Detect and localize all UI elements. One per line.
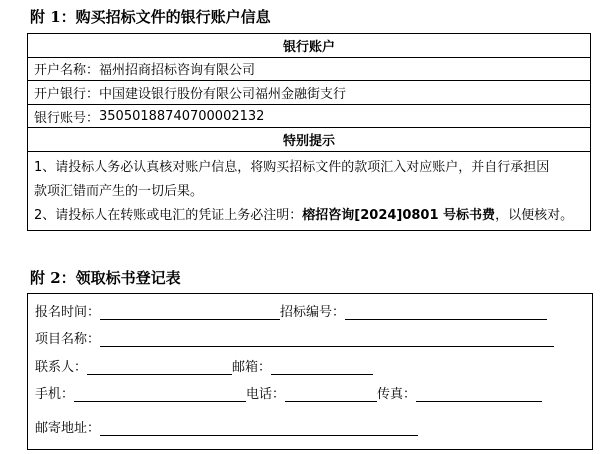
mobile-field[interactable] xyxy=(74,387,246,402)
email-label: 邮箱： xyxy=(232,360,272,375)
contact-field[interactable] xyxy=(87,360,232,375)
address-field[interactable] xyxy=(100,421,418,436)
registration-form xyxy=(27,293,593,450)
account-name-value: 福州招商招标咨询有限公司 xyxy=(99,63,256,79)
form-row-contact xyxy=(35,355,373,375)
bank-name-label: 开户银行： xyxy=(34,86,100,102)
account-name-label: 开户名称： xyxy=(34,63,100,79)
tip-2-prefix: 2、请投标人在转账或电汇的凭证上务必注明： xyxy=(34,207,303,223)
account-name-row xyxy=(28,58,590,82)
tip-1-line-2: 款项汇错而产生的一切后果。 xyxy=(34,183,204,199)
bank-account-table xyxy=(27,33,591,231)
bank-account-header: 银行账户 xyxy=(28,34,590,58)
section-1-title: 附 1：购买招标文件的银行账户信息 xyxy=(30,8,271,26)
bank-name-row xyxy=(28,81,590,105)
special-tips-header: 特别提示 xyxy=(28,128,590,152)
fax-label: 传真： xyxy=(377,387,417,402)
phone-label: 电话： xyxy=(246,387,286,402)
tip-2-suffix: ，以便核对。 xyxy=(495,207,574,223)
account-number-value: 35050188740700002132 xyxy=(99,108,265,124)
phone-field[interactable] xyxy=(285,387,377,402)
project-name-label: 项目名称： xyxy=(35,332,101,347)
section-2-title: 附 2：领取标书登记表 xyxy=(30,269,181,287)
special-tips-body xyxy=(28,152,590,230)
address-label: 邮寄地址： xyxy=(35,421,101,436)
mobile-label: 手机： xyxy=(35,387,75,402)
tip-2-bid-reference: 榕招咨询[2024]0801 号标书费 xyxy=(302,207,496,223)
contact-label: 联系人： xyxy=(35,360,88,375)
bank-name-value: 中国建设银行股份有限公司福州金融街支行 xyxy=(99,86,347,102)
form-row-project xyxy=(35,327,554,347)
tip-1-line-1: 1、请投标人务必认真核对账户信息，将购买招标文件的款项汇入对应账户，并自行承担因 xyxy=(34,159,550,175)
signup-time-field[interactable] xyxy=(100,305,280,320)
bid-number-label: 招标编号： xyxy=(280,305,346,320)
account-number-label: 银行账号： xyxy=(34,110,100,126)
bid-number-field[interactable] xyxy=(345,305,547,320)
project-name-field[interactable] xyxy=(100,332,554,347)
email-field[interactable] xyxy=(271,360,373,375)
form-row-phone xyxy=(35,382,542,402)
form-row-address xyxy=(35,416,418,436)
fax-field[interactable] xyxy=(416,387,542,402)
form-row-signup xyxy=(35,300,547,320)
account-number-row xyxy=(28,105,590,129)
signup-time-label: 报名时间： xyxy=(35,305,101,320)
tip-2 xyxy=(34,204,584,228)
